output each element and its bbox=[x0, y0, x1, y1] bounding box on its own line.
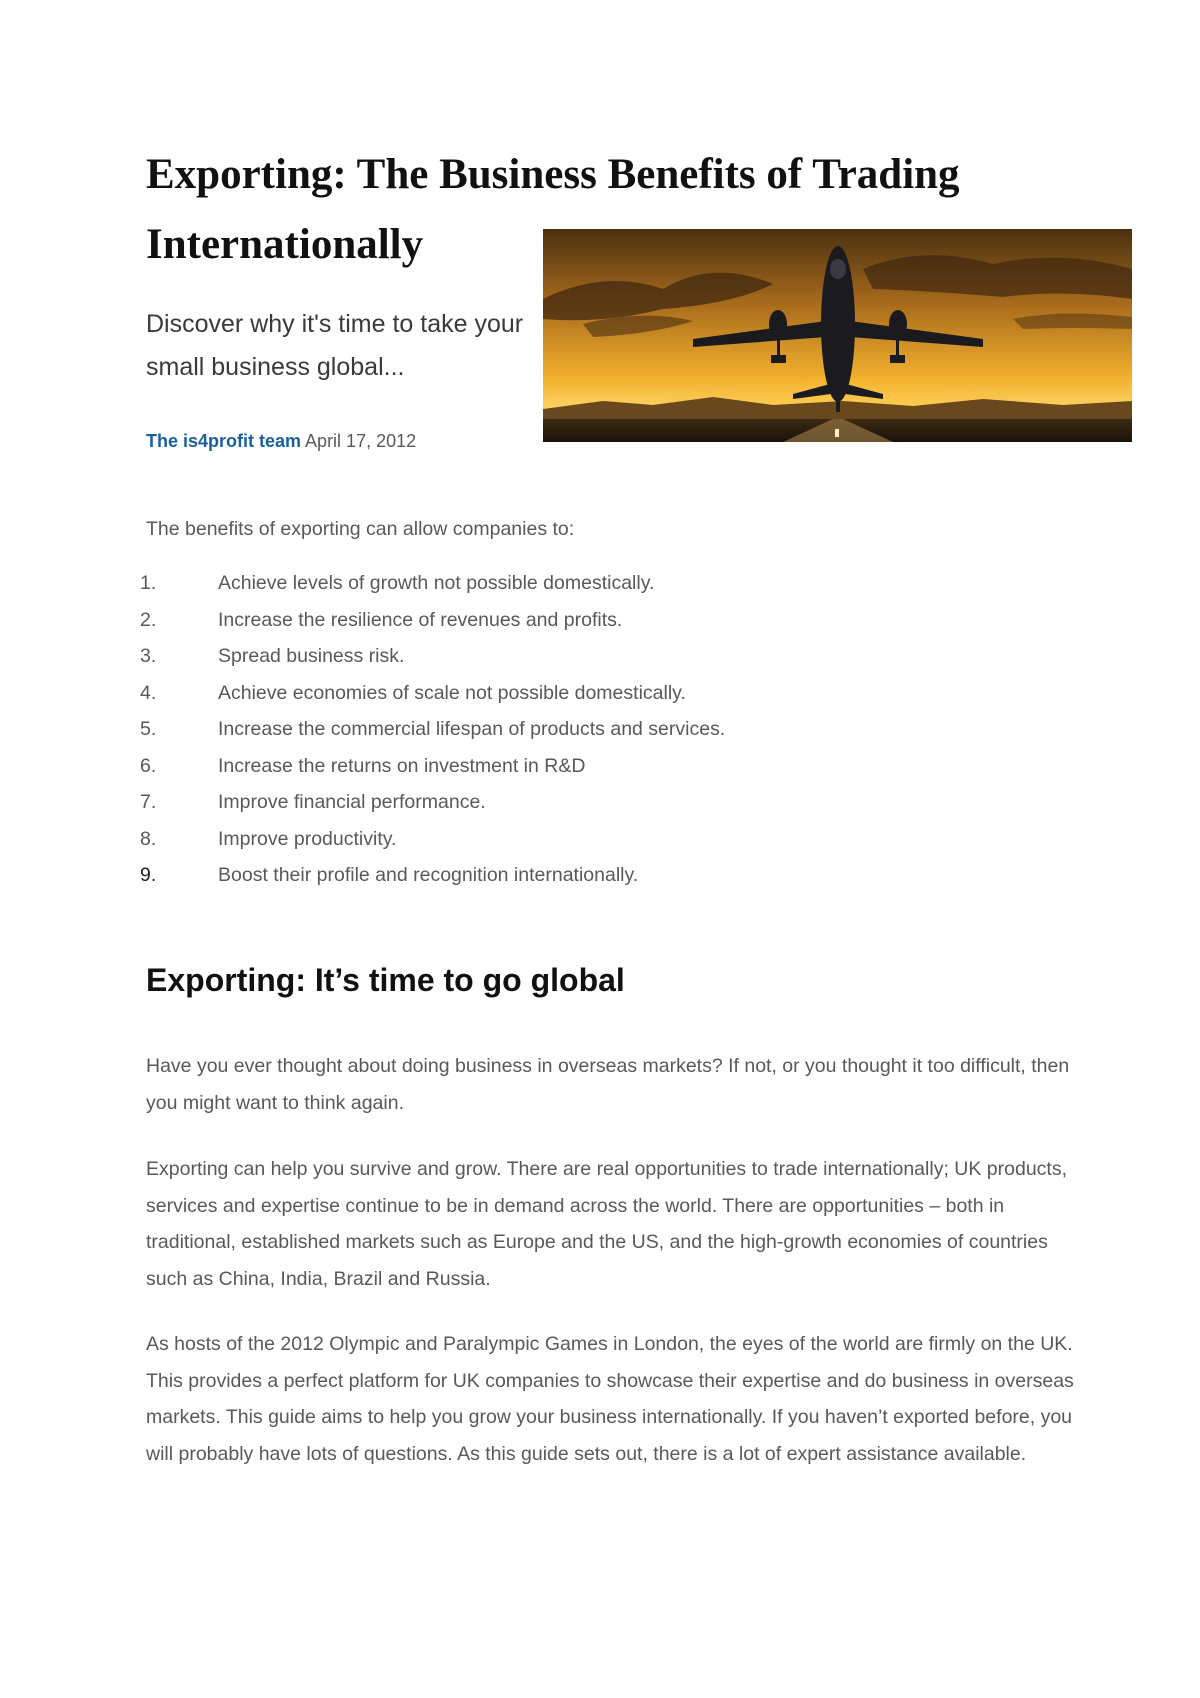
list-item-text: Improve financial performance. bbox=[218, 791, 486, 813]
body-paragraph: As hosts of the 2012 Olympic and Paralympic Games in London, the eyes of the world are firmly on the UK. This provides a perfect platform for UK companies to showcase their expertise and do business in overseas markets. This guide aims to help you grow your business internationally. If you haven’t exported before, you will probably have lots of questions. As this guide sets out, there is a lot of expert assistance available. bbox=[146, 1333, 1074, 1465]
list-item-text: Boost their profile and recognition internationally. bbox=[218, 864, 639, 886]
list-number: 7. bbox=[140, 791, 157, 813]
list-item-text: Improve productivity. bbox=[218, 827, 397, 850]
list-number: 5. bbox=[140, 718, 157, 740]
list-item bbox=[140, 569, 725, 606]
list-item-text: Increase the commercial lifespan of products and services. bbox=[218, 718, 726, 740]
list-item-text: Spread business risk. bbox=[218, 645, 405, 667]
list-item bbox=[140, 861, 725, 898]
list-number: 6. bbox=[140, 754, 157, 777]
list-number: 2. bbox=[140, 608, 157, 631]
list-item bbox=[140, 825, 725, 862]
body-paragraph: Have you ever thought about doing business in overseas markets? If not, or you thought it too difficult, then you might want to think again. bbox=[146, 1055, 1070, 1114]
list-number: 3. bbox=[140, 645, 157, 667]
intro-text: The benefits of exporting can allow companies to: bbox=[146, 518, 575, 540]
list-item-text: Achieve economies of scale not possible domestically. bbox=[218, 681, 686, 704]
page-subtitle: Discover why it's time to take your small business global... bbox=[146, 310, 524, 381]
benefits-list bbox=[140, 569, 725, 898]
airplane-takeoff-sunset-photo-icon bbox=[543, 229, 1132, 442]
list-item bbox=[140, 642, 725, 679]
list-item-text: Increase the resilience of revenues and profits. bbox=[218, 608, 623, 631]
list-item-text: Increase the returns on investment in R&D bbox=[218, 754, 586, 777]
body-paragraph: Exporting can help you survive and grow. There are real opportunities to trade internationally; UK products, services and expertise continue to be in demand across the world. There are opportunities – both in traditional, established markets such as Europe and the US, and the high-growth economies of countries such as China, India, Brazil and Russia. bbox=[146, 1158, 1067, 1290]
list-item-text: Achieve levels of growth not possible domestically. bbox=[218, 572, 655, 594]
author-link[interactable]: The is4profit team bbox=[146, 431, 302, 451]
list-item bbox=[140, 679, 725, 716]
list-item bbox=[140, 752, 725, 789]
list-number: 4. bbox=[140, 681, 157, 704]
list-item bbox=[140, 788, 725, 825]
byline bbox=[146, 428, 416, 454]
list-number: 1. bbox=[140, 572, 157, 594]
publish-date: April 17, 2012 bbox=[305, 431, 417, 451]
section-heading: Exporting: It’s time to go global bbox=[146, 962, 625, 998]
hero-image bbox=[543, 229, 1132, 442]
list-item bbox=[140, 715, 725, 752]
list-item bbox=[140, 606, 725, 643]
list-number: 8. bbox=[140, 827, 157, 850]
page-title: Exporting: The Business Benefits of Trading Internationally bbox=[146, 151, 960, 268]
list-number: 9. bbox=[140, 864, 157, 886]
